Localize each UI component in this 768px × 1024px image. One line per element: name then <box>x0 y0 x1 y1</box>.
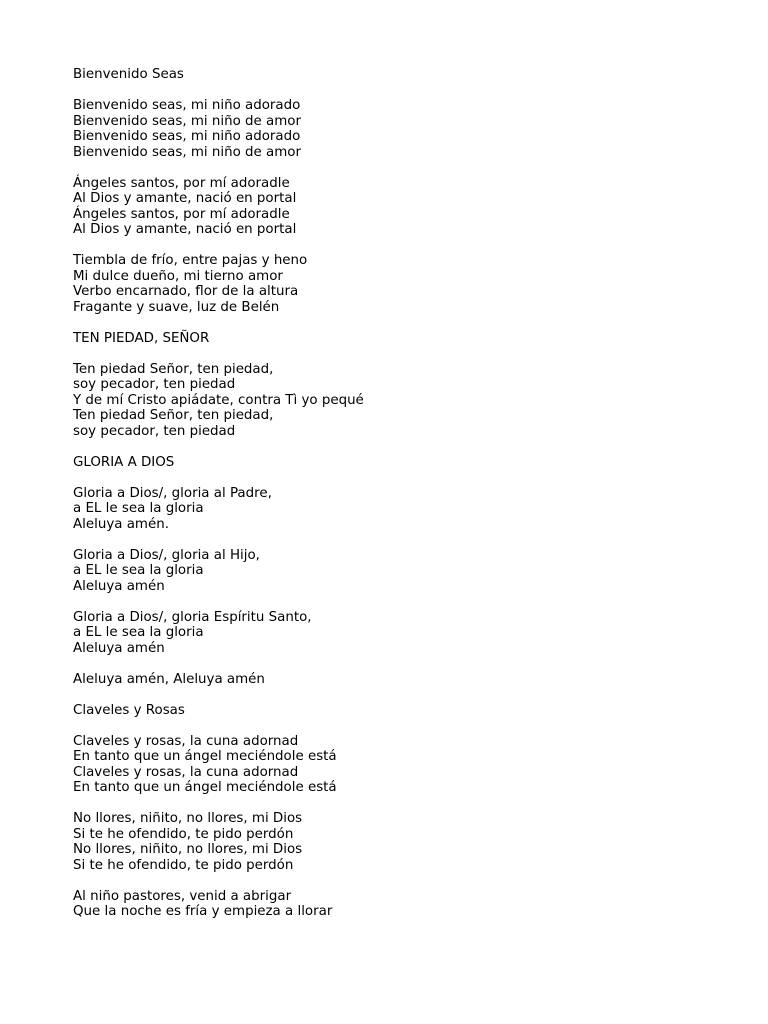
verse-line: En tanto que un ángel meciéndole está <box>73 780 337 795</box>
verse-line: Tiembla de frío, entre pajas y heno <box>73 253 308 268</box>
verse-block <box>73 98 733 160</box>
document-page <box>73 67 733 935</box>
verse-block <box>73 889 733 920</box>
verse-line: Bienvenido seas, mi niño de amor <box>73 113 301 129</box>
verse-line: Bienvenido seas, mi niño de amor <box>73 144 301 160</box>
verse-line: Gloria a Dios/, gloria al Padre, <box>73 485 272 501</box>
verse-line: a EL le sea la gloria <box>73 625 204 640</box>
verse-line: Aleluya amén <box>73 578 165 594</box>
verse-line: Si te he ofendido, te pido perdón <box>73 857 294 873</box>
verse-block <box>73 362 733 440</box>
verse-line: Si te he ofendido, te pido perdón <box>73 826 294 842</box>
verse-line: Al Dios y amante, nació en portal <box>73 222 297 237</box>
section-heading-block <box>73 703 733 719</box>
verse-line: Ten piedad Señor, ten piedad, <box>73 361 274 377</box>
verse-line: Bienvenido seas, mi niño adorado <box>73 129 301 144</box>
verse-line: En tanto que un ángel meciéndole está <box>73 749 337 764</box>
section-heading-block <box>73 331 733 347</box>
verse-line: a EL le sea la gloria <box>73 501 204 516</box>
verse-line: Gloria a Dios/, gloria Espíritu Santo, <box>73 609 312 625</box>
verse-line: Al Dios y amante, nació en portal <box>73 191 297 206</box>
verse-line: Al niño pastores, venid a abrigar <box>73 888 292 904</box>
verse-line: Bienvenido seas, mi niño adorado <box>73 98 301 113</box>
verse-block <box>73 548 733 595</box>
verse-line: Mi dulce dueño, mi tierno amor <box>73 268 283 284</box>
section-heading-block <box>73 455 733 471</box>
verse-line: Ten piedad Señor, ten piedad, <box>73 408 274 423</box>
verse-line: Ángeles santos, por mí adoradle <box>73 206 290 222</box>
section-heading: Claveles y Rosas <box>73 702 185 718</box>
verse-line: Y de mí Cristo apiádate, contra Tì yo pequé <box>73 392 364 408</box>
verse-block <box>73 734 733 796</box>
verse-line: soy pecador, ten piedad <box>73 423 236 439</box>
verse-block <box>73 610 733 657</box>
verse-line: No llores, niñito, no llores, mi Dios <box>73 842 303 857</box>
verse-line: No llores, niñito, no llores, mi Dios <box>73 811 303 826</box>
verse-line: Claveles y rosas, la cuna adornad <box>73 764 299 780</box>
section-heading: Aleluya amén, Aleluya amén <box>73 671 265 687</box>
verse-line: Aleluya amén <box>73 640 165 656</box>
verse-block <box>73 486 733 533</box>
section-heading: Bienvenido Seas <box>73 67 184 82</box>
verse-line: Verbo encarnado, flor de la altura <box>73 284 299 299</box>
section-heading-block <box>73 67 733 83</box>
verse-line: Aleluya amén. <box>73 516 169 532</box>
verse-block <box>73 176 733 238</box>
verse-line: soy pecador, ten piedad <box>73 377 236 392</box>
section-heading-block <box>73 672 733 688</box>
verse-block <box>73 253 733 315</box>
verse-line: a EL le sea la gloria <box>73 563 204 578</box>
verse-line: Que la noche es fría y empieza a llorar <box>73 904 333 919</box>
verse-block <box>73 811 733 873</box>
section-heading: GLORIA A DIOS <box>73 454 175 470</box>
section-heading: TEN PIEDAD, SEÑOR <box>73 330 210 346</box>
verse-line: Claveles y rosas, la cuna adornad <box>73 733 299 749</box>
verse-line: Gloria a Dios/, gloria al Hijo, <box>73 547 260 563</box>
verse-line: Fragante y suave, luz de Belén <box>73 299 280 315</box>
verse-line: Ángeles santos, por mí adoradle <box>73 175 290 191</box>
